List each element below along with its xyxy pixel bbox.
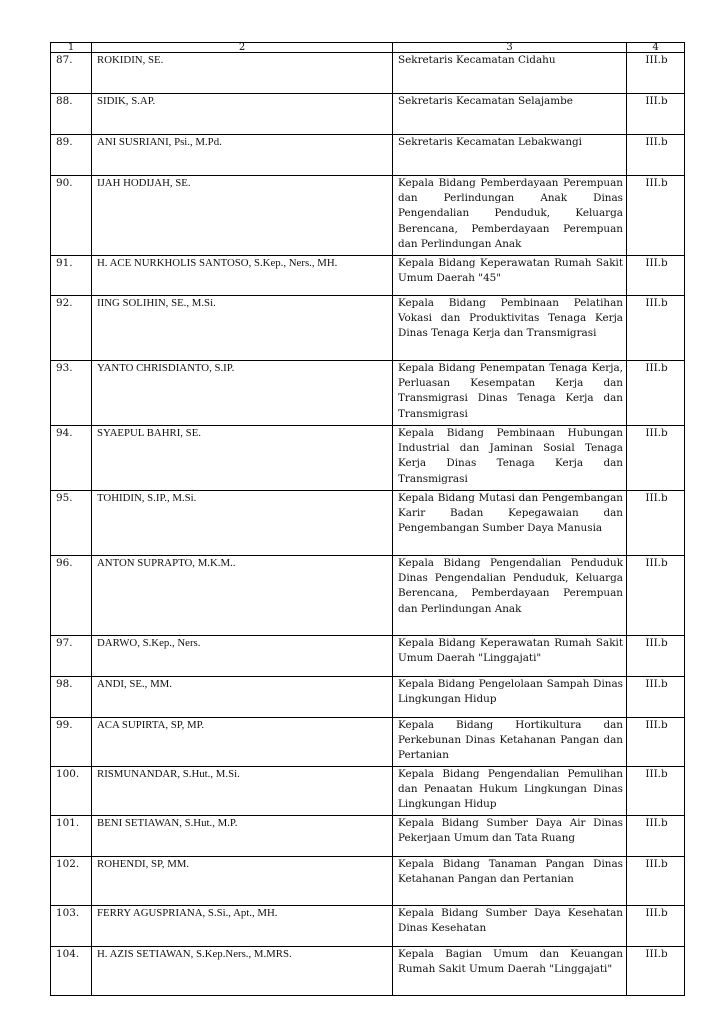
row-number: 101. <box>51 816 92 857</box>
row-position: Kepala Bidang Penempatan Tenaga Kerja, Perluasan Kesempatan Kerja dan Transmigrasi Dinas Tenaga Kerja dan Transmigrasi <box>393 361 627 426</box>
row-number: 87. <box>51 53 92 94</box>
row-number: 102. <box>51 857 92 906</box>
row-number: 96. <box>51 556 92 636</box>
table-row <box>51 767 685 816</box>
row-name: IJAH HODIJAH, SE. <box>92 176 393 256</box>
row-grade: III.b <box>627 718 685 767</box>
row-number: 93. <box>51 361 92 426</box>
table-row <box>51 256 685 296</box>
row-number: 92. <box>51 296 92 361</box>
row-number: 98. <box>51 677 92 718</box>
row-position: Kepala Bidang Sumber Daya Air Dinas Pekerjaan Umum dan Tata Ruang <box>393 816 627 857</box>
row-position: Kepala Bidang Pengelolaan Sampah Dinas Lingkungan Hidup <box>393 677 627 718</box>
table-row <box>51 556 685 636</box>
row-grade: III.b <box>627 53 685 94</box>
header-col-position: 3 <box>393 43 627 53</box>
row-grade: III.b <box>627 767 685 816</box>
table-row <box>51 296 685 361</box>
table-row <box>51 176 685 256</box>
row-grade: III.b <box>627 906 685 947</box>
row-name: SYAEPUL BAHRI, SE. <box>92 426 393 491</box>
row-number: 95. <box>51 491 92 556</box>
row-position: Kepala Bidang Hortikultura dan Perkebunan Dinas Ketahanan Pangan dan Pertanian <box>393 718 627 767</box>
row-name: ANDI, SE., MM. <box>92 677 393 718</box>
row-grade: III.b <box>627 361 685 426</box>
row-name: SIDIK, S.AP. <box>92 94 393 135</box>
row-number: 99. <box>51 718 92 767</box>
table-row <box>51 718 685 767</box>
row-position: Kepala Bidang Pemberdayaan Perempuan dan Perlindungan Anak Dinas Pengendalian Penduduk, Keluarga Berencana, Pemberdayaan Perempuan dan Perlindungan Anak <box>393 176 627 256</box>
table-row <box>51 94 685 135</box>
row-number: 89. <box>51 135 92 176</box>
row-number: 90. <box>51 176 92 256</box>
row-name: FERRY AGUSPRIANA, S.Si., Apt., MH. <box>92 906 393 947</box>
row-number: 94. <box>51 426 92 491</box>
row-name: IING SOLIHIN, SE., M.Si. <box>92 296 393 361</box>
row-position: Kepala Bagian Umum dan Keuangan Rumah Sakit Umum Daerah "Linggajati" <box>393 947 627 996</box>
table-row <box>51 816 685 857</box>
officials-table <box>50 42 685 996</box>
row-name: DARWO, S.Kep., Ners. <box>92 636 393 677</box>
row-name: YANTO CHRISDIANTO, S.IP. <box>92 361 393 426</box>
row-grade: III.b <box>627 426 685 491</box>
row-grade: III.b <box>627 556 685 636</box>
row-name: ANTON SUPRAPTO, M.K.M.. <box>92 556 393 636</box>
table-row <box>51 53 685 94</box>
header-col-grade: 4 <box>627 43 685 53</box>
row-grade: III.b <box>627 256 685 296</box>
row-position: Sekretaris Kecamatan Lebakwangi <box>393 135 627 176</box>
table-row <box>51 947 685 996</box>
table-row <box>51 857 685 906</box>
row-grade: III.b <box>627 636 685 677</box>
row-number: 91. <box>51 256 92 296</box>
row-position: Kepala Bidang Pengendalian Pemulihan dan Penaatan Hukum Lingkungan Dinas Lingkungan Hidup <box>393 767 627 816</box>
row-position: Sekretaris Kecamatan Selajambe <box>393 94 627 135</box>
row-position: Kepala Bidang Sumber Daya Kesehatan Dinas Kesehatan <box>393 906 627 947</box>
row-grade: III.b <box>627 816 685 857</box>
row-name: ACA SUPIRTA, SP, MP. <box>92 718 393 767</box>
row-grade: III.b <box>627 947 685 996</box>
table-row <box>51 361 685 426</box>
table-row <box>51 426 685 491</box>
row-number: 104. <box>51 947 92 996</box>
row-name: RISMUNANDAR, S.Hut., M.Si. <box>92 767 393 816</box>
row-name: ANI SUSRIANI, Psi., M.Pd. <box>92 135 393 176</box>
row-name: ROHENDI, SP, MM. <box>92 857 393 906</box>
row-position: Kepala Bidang Keperawatan Rumah Sakit Umum Daerah "45" <box>393 256 627 296</box>
row-name: TOHIDIN, S.IP., M.Si. <box>92 491 393 556</box>
row-number: 88. <box>51 94 92 135</box>
row-position: Kepala Bidang Pembinaan Hubungan Industrial dan Jaminan Sosial Tenaga Kerja Dinas Tenaga Kerja dan Transmigrasi <box>393 426 627 491</box>
table-row <box>51 636 685 677</box>
row-grade: III.b <box>627 176 685 256</box>
row-position: Kepala Bidang Tanaman Pangan Dinas Ketahanan Pangan dan Pertanian <box>393 857 627 906</box>
table-row <box>51 491 685 556</box>
row-grade: III.b <box>627 296 685 361</box>
row-grade: III.b <box>627 94 685 135</box>
table-row <box>51 677 685 718</box>
row-position: Sekretaris Kecamatan Cidahu <box>393 53 627 94</box>
row-number: 97. <box>51 636 92 677</box>
row-number: 103. <box>51 906 92 947</box>
table-row <box>51 906 685 947</box>
row-position: Kepala Bidang Keperawatan Rumah Sakit Umum Daerah "Linggajati" <box>393 636 627 677</box>
header-col-number: 1 <box>51 43 92 53</box>
header-row <box>51 43 685 53</box>
table-row <box>51 135 685 176</box>
row-number: 100. <box>51 767 92 816</box>
row-grade: III.b <box>627 491 685 556</box>
row-grade: III.b <box>627 677 685 718</box>
row-name: H. ACE NURKHOLIS SANTOSO, S.Kep., Ners., MH. <box>92 256 393 296</box>
row-name: H. AZIS SETIAWAN, S.Kep.Ners., M.MRS. <box>92 947 393 996</box>
row-name: BENI SETIAWAN, S.Hut., M.P. <box>92 816 393 857</box>
row-position: Kepala Bidang Pengendalian Penduduk Dinas Pengendalian Penduduk, Keluarga Berencana, Pemberdayaan Perempuan dan Perlindungan Anak <box>393 556 627 636</box>
row-grade: III.b <box>627 135 685 176</box>
row-position: Kepala Bidang Pembinaan Pelatihan Vokasi dan Produktivitas Tenaga Kerja Dinas Tenaga Kerja dan Transmigrasi <box>393 296 627 361</box>
header-col-name: 2 <box>92 43 393 53</box>
row-grade: III.b <box>627 857 685 906</box>
row-name: ROKIDIN, SE. <box>92 53 393 94</box>
row-position: Kepala Bidang Mutasi dan Pengembangan Karir Badan Kepegawaian dan Pengembangan Sumber Daya Manusia <box>393 491 627 556</box>
